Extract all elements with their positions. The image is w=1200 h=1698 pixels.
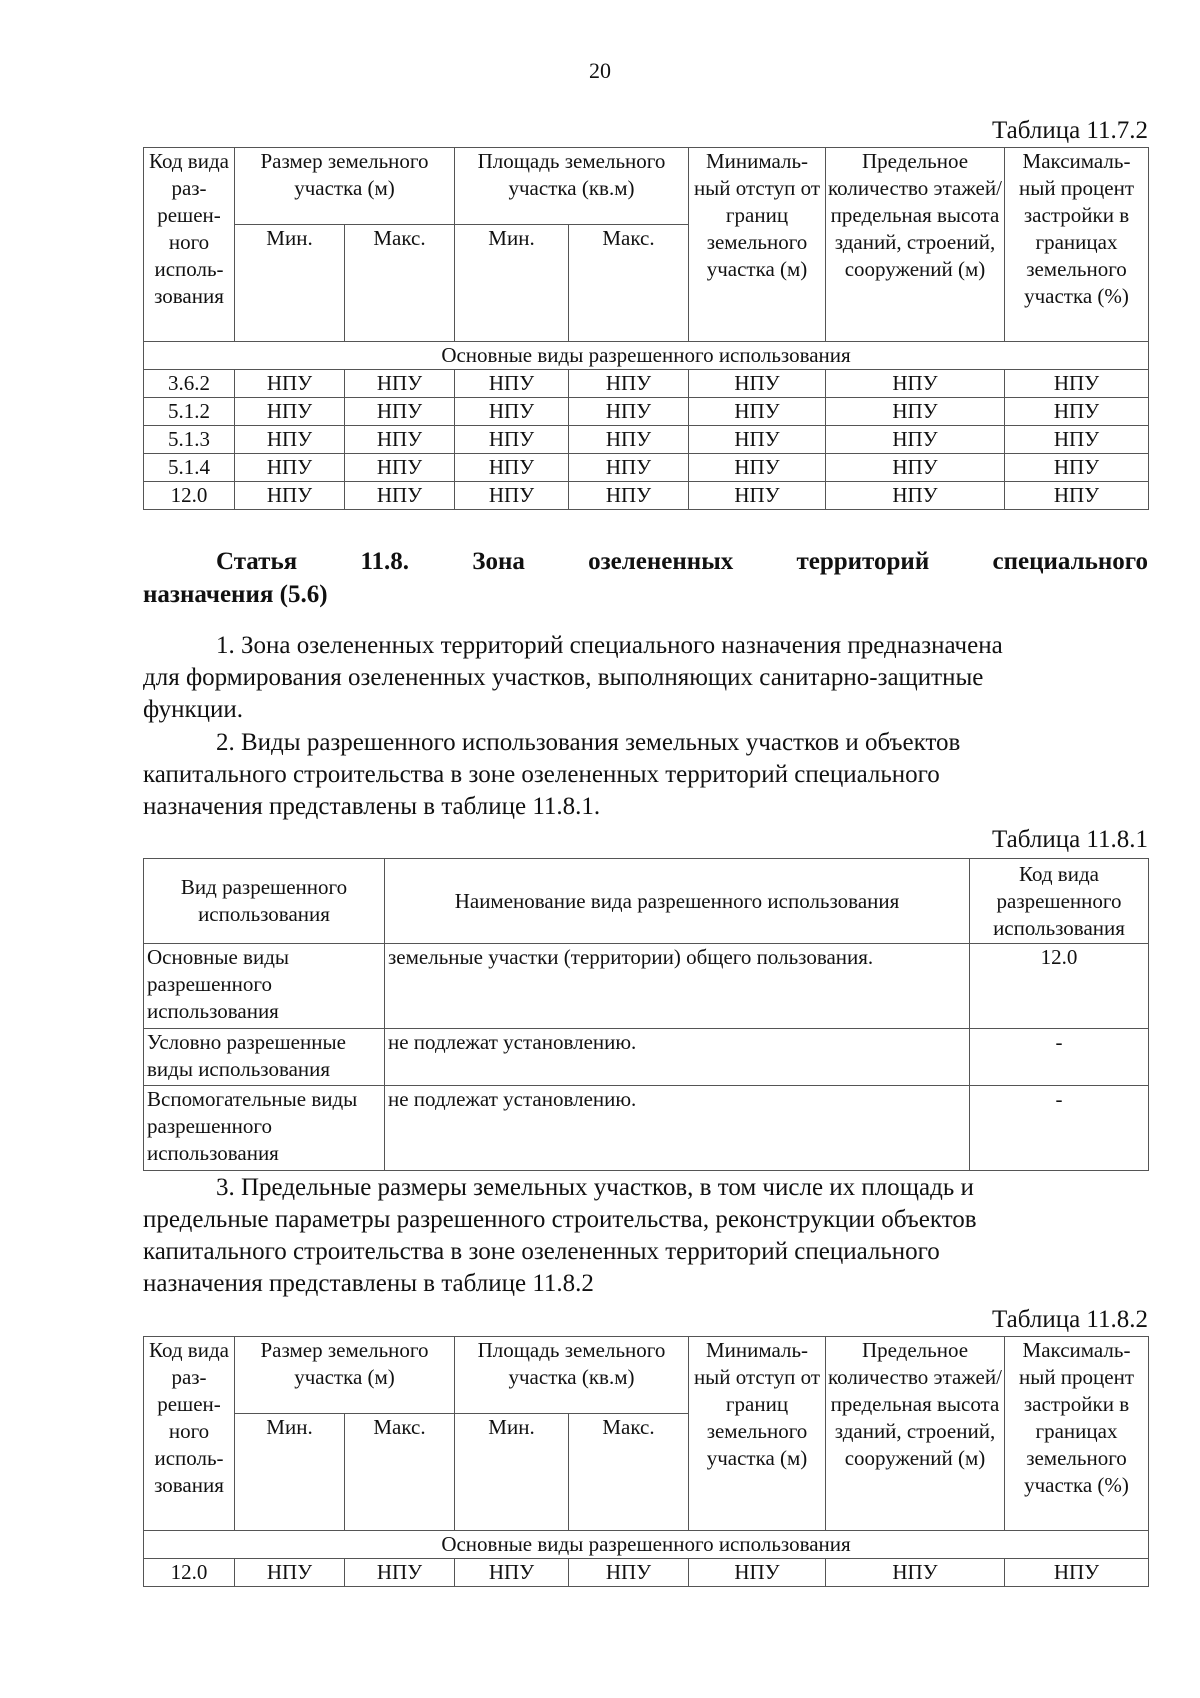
header-size-min: Мин. xyxy=(235,1414,345,1531)
cell-value: НПУ xyxy=(235,370,345,398)
cell-value: НПУ xyxy=(345,1559,455,1587)
table-11-8-1 xyxy=(143,858,1149,1171)
cell-type: Условно разрешенные виды использования xyxy=(144,1029,385,1086)
cell-value: НПУ xyxy=(345,398,455,426)
text-line: капитального строительства в зоне озелененных территорий специального xyxy=(143,761,940,788)
table-row xyxy=(144,1559,1149,1587)
header-size: Размер земельного участка (м) xyxy=(235,148,455,225)
cell-value: НПУ xyxy=(455,482,569,510)
cell-value: НПУ xyxy=(235,1559,345,1587)
paragraph-2 xyxy=(143,727,1148,823)
header-area-min: Мин. xyxy=(455,225,569,342)
cell-value: НПУ xyxy=(1005,426,1149,454)
header-coverage: Максималь- ный процент застройки в границах земельного участка (%) xyxy=(1005,1337,1149,1531)
cell-value: НПУ xyxy=(1005,454,1149,482)
cell-value: НПУ xyxy=(689,1559,826,1587)
header-area-max: Макс. xyxy=(569,1414,689,1531)
cell-value: НПУ xyxy=(455,426,569,454)
cell-value: НПУ xyxy=(235,398,345,426)
cell-value: НПУ xyxy=(455,454,569,482)
header-code: Код вида раз- решен- ного исполь- зования xyxy=(144,1337,235,1531)
cell-value: НПУ xyxy=(826,454,1005,482)
cell-value: НПУ xyxy=(689,370,826,398)
paragraph-3 xyxy=(143,1172,1148,1300)
cell-value: НПУ xyxy=(569,398,689,426)
cell-value: НПУ xyxy=(1005,482,1149,510)
header-area-max: Макс. xyxy=(569,225,689,342)
cell-value: НПУ xyxy=(826,426,1005,454)
cell-value: НПУ xyxy=(1005,1559,1149,1587)
cell-value: НПУ xyxy=(1005,370,1149,398)
text-line: предельные параметры разрешенного строительства, реконструкции объектов xyxy=(143,1206,977,1233)
cell-value: НПУ xyxy=(689,398,826,426)
cell-code: - xyxy=(970,1086,1149,1171)
cell-value: НПУ xyxy=(455,1559,569,1587)
cell-value: НПУ xyxy=(569,426,689,454)
table-row xyxy=(144,944,1149,1029)
cell-value: НПУ xyxy=(455,370,569,398)
cell-code: 5.1.2 xyxy=(144,398,235,426)
cell-value: НПУ xyxy=(235,482,345,510)
cell-value: НПУ xyxy=(455,398,569,426)
table-row xyxy=(144,426,1149,454)
table-11-7-2-caption: Таблица 11.7.2 xyxy=(992,117,1148,144)
header-size-max: Макс. xyxy=(345,225,455,342)
cell-code: 12.0 xyxy=(970,944,1149,1029)
cell-name: не подлежат установлению. xyxy=(385,1029,970,1086)
cell-value: НПУ xyxy=(569,370,689,398)
cell-value: НПУ xyxy=(689,482,826,510)
cell-value: НПУ xyxy=(569,1559,689,1587)
cell-type: Вспомогательные виды разрешенного использования xyxy=(144,1086,385,1171)
text-line: 2. Виды разрешенного использования земельных участков и объектов xyxy=(216,729,961,756)
header-name: Наименование вида разрешенного использования xyxy=(385,859,970,944)
header-offset: Минималь- ный отступ от границ земельного участка (м) xyxy=(689,1337,826,1531)
cell-value: НПУ xyxy=(1005,398,1149,426)
heading-word: специального xyxy=(992,548,1148,575)
heading-word: озелененных xyxy=(588,548,734,575)
heading-line-2: назначения (5.6) xyxy=(143,581,328,608)
cell-value: НПУ xyxy=(235,426,345,454)
table-11-7-2 xyxy=(143,147,1149,510)
text-line: назначения представлены в таблице 11.8.2 xyxy=(143,1270,594,1297)
cell-value: НПУ xyxy=(345,426,455,454)
header-coverage: Максималь- ный процент застройки в границах земельного участка (%) xyxy=(1005,148,1149,342)
header-area: Площадь земельного участка (кв.м) xyxy=(455,1337,689,1414)
header-area: Площадь земельного участка (кв.м) xyxy=(455,148,689,225)
cell-value: НПУ xyxy=(689,454,826,482)
cell-code: 12.0 xyxy=(144,482,235,510)
article-heading xyxy=(143,545,1148,611)
table-row xyxy=(144,454,1149,482)
text-line: назначения представлены в таблице 11.8.1. xyxy=(143,793,601,820)
table-row xyxy=(144,398,1149,426)
header-code: Код вида раз- решен- ного исполь- зования xyxy=(144,148,235,342)
table-11-8-2 xyxy=(143,1336,1149,1587)
text-line: 3. Предельные размеры земельных участков, в том числе их площадь и xyxy=(216,1174,974,1201)
heading-word: Статья xyxy=(216,548,298,575)
cell-code: 5.1.4 xyxy=(144,454,235,482)
cell-value: НПУ xyxy=(569,454,689,482)
table-row xyxy=(144,482,1149,510)
cell-value: НПУ xyxy=(345,454,455,482)
cell-code: 5.1.3 xyxy=(144,426,235,454)
text-line: для формирования озелененных участков, выполняющих санитарно-защитные xyxy=(143,664,984,691)
cell-value: НПУ xyxy=(826,398,1005,426)
section-row: Основные виды разрешенного использования xyxy=(144,342,1149,370)
header-floors: Предельное количество этажей/ предельная высота зданий, строений, сооружений (м) xyxy=(826,1337,1005,1531)
text-line: капитального строительства в зоне озелененных территорий специального xyxy=(143,1238,940,1265)
cell-name: не подлежат установлению. xyxy=(385,1086,970,1171)
cell-value: НПУ xyxy=(345,482,455,510)
table-row xyxy=(144,370,1149,398)
cell-value: НПУ xyxy=(826,370,1005,398)
cell-code: 3.6.2 xyxy=(144,370,235,398)
cell-value: НПУ xyxy=(569,482,689,510)
header-area-min: Мин. xyxy=(455,1414,569,1531)
header-size: Размер земельного участка (м) xyxy=(235,1337,455,1414)
heading-word: территорий xyxy=(796,548,930,575)
header-type: Вид разрешенного использования xyxy=(144,859,385,944)
cell-value: НПУ xyxy=(235,454,345,482)
header-size-max: Макс. xyxy=(345,1414,455,1531)
text-line: 1. Зона озелененных территорий специального назначения предназначена xyxy=(216,632,1003,659)
header-size-min: Мин. xyxy=(235,225,345,342)
cell-name: земельные участки (территории) общего пользования. xyxy=(385,944,970,1029)
cell-value: НПУ xyxy=(826,1559,1005,1587)
table-row xyxy=(144,1086,1149,1171)
cell-value: НПУ xyxy=(345,370,455,398)
paragraph-1 xyxy=(143,630,1148,726)
page-number: 20 xyxy=(589,58,611,83)
text-line: функции. xyxy=(143,696,243,723)
table-row xyxy=(144,1029,1149,1086)
cell-code: 12.0 xyxy=(144,1559,235,1587)
table-11-8-1-caption: Таблица 11.8.1 xyxy=(992,826,1148,853)
header-code: Код вида разрешенного использования xyxy=(970,859,1149,944)
cell-code: - xyxy=(970,1029,1149,1086)
table-11-8-2-caption: Таблица 11.8.2 xyxy=(992,1306,1148,1333)
heading-word: 11.8. xyxy=(360,548,410,575)
section-row: Основные виды разрешенного использования xyxy=(144,1531,1149,1559)
header-floors: Предельное количество этажей/ предельная высота зданий, строений, сооружений (м) xyxy=(826,148,1005,342)
header-offset: Минималь- ный отступ от границ земельного участка (м) xyxy=(689,148,826,342)
cell-value: НПУ xyxy=(689,426,826,454)
cell-value: НПУ xyxy=(826,482,1005,510)
cell-type: Основные виды разрешенного использования xyxy=(144,944,385,1029)
heading-word: Зона xyxy=(472,548,525,575)
